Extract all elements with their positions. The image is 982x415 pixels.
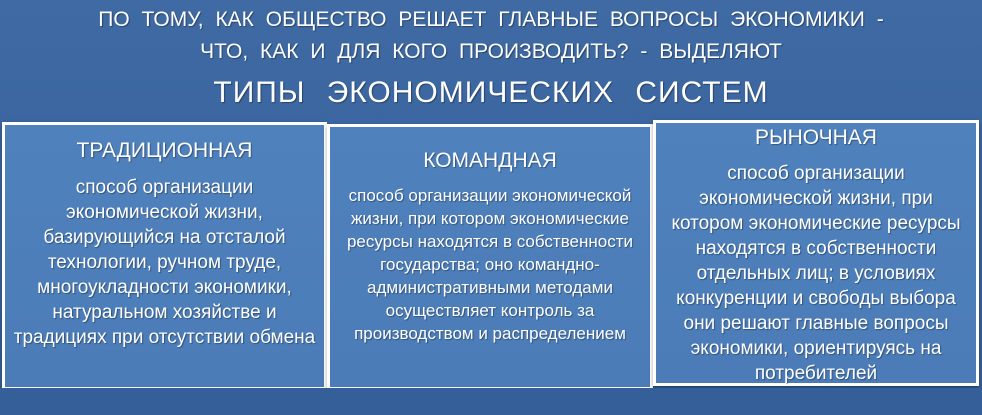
panel-command-title: КОМАНДНАЯ bbox=[423, 149, 557, 172]
header-line-2: ЧТО, КАК И ДЛЯ КОГО ПРОИЗВОДИТЬ? - ВЫДЕЛЯЮТ bbox=[200, 40, 782, 63]
panel-market bbox=[653, 120, 979, 386]
bottom-band bbox=[0, 388, 982, 415]
header-title: ТИПЫ ЭКОНОМИЧЕСКИХ СИСТЕМ bbox=[213, 76, 769, 109]
panel-command-text: способ организации экономической жизни, при котором экономические ресурсы находятся в собственности государства; оно командно-административными методами осуществляет контроль за производством и распределением bbox=[346, 186, 634, 343]
panel-command bbox=[327, 124, 653, 390]
systems-panels bbox=[0, 120, 982, 388]
panel-traditional-text: способ организации экономической жизни, базирующийся на отсталой технологии, ручном труде, многоукладности экономики, натуральном хозяйстве и традициях при отсутствии обмена bbox=[13, 177, 316, 348]
panel-traditional-title: ТРАДИЦИОННАЯ bbox=[76, 139, 253, 162]
header bbox=[0, 0, 982, 118]
panel-traditional bbox=[2, 122, 327, 390]
panel-market-title: РЫНОЧНАЯ bbox=[755, 126, 877, 149]
header-line-1: ПО ТОМУ, КАК ОБЩЕСТВО РЕШАЕТ ГЛАВНЫЕ ВОПРОСЫ ЭКОНОМИКИ - bbox=[98, 8, 884, 31]
panel-market-text: способ организации экономической жизни, при котором экономические ресурсы находятся в собственности отдельных лиц; в условиях конкуренции и свободы выбора они решают главные вопросы экономики, ориентируясь на потребителей bbox=[671, 163, 961, 384]
